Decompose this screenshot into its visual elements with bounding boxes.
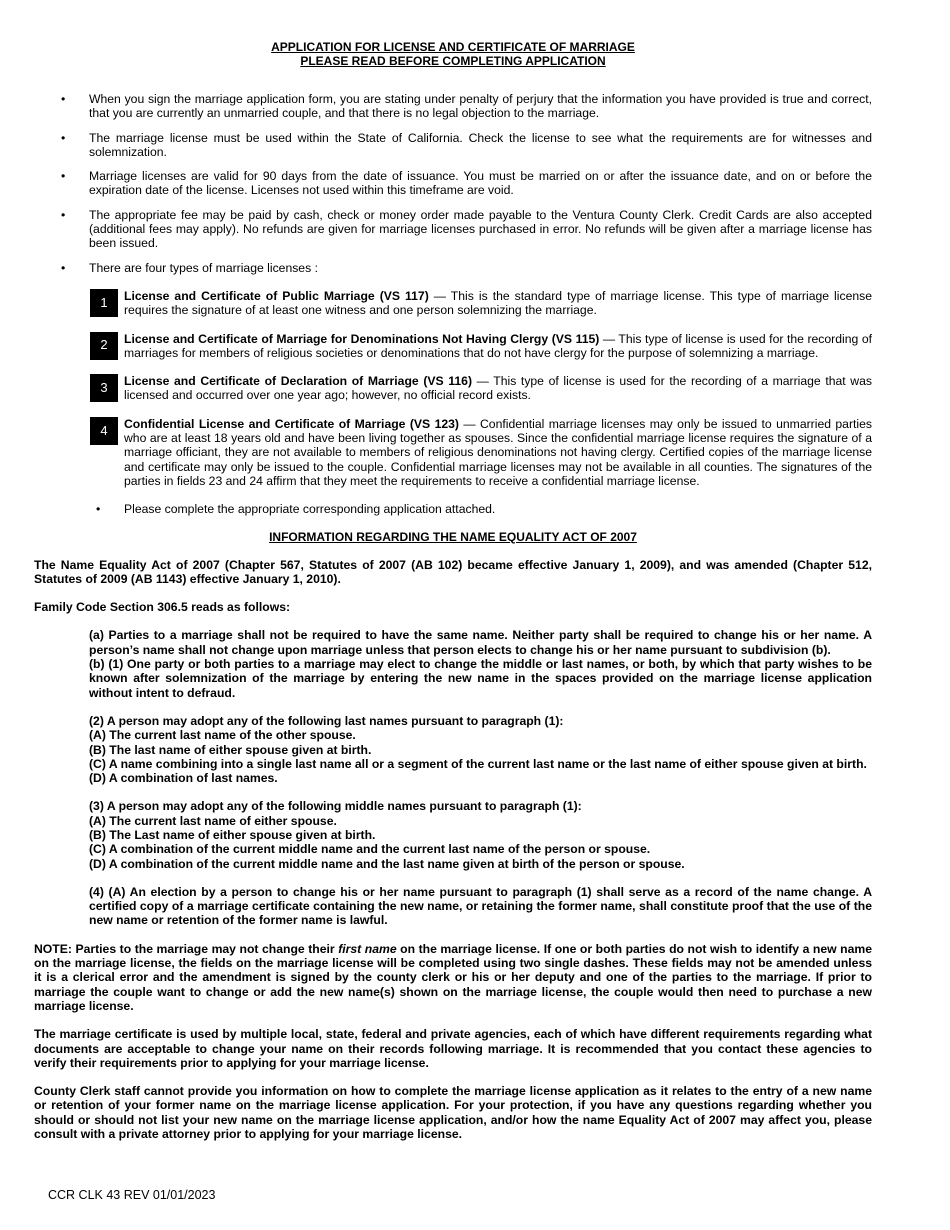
- number-badge: 4: [90, 417, 118, 445]
- title-line-2: PLEASE READ BEFORE COMPLETING APPLICATION: [300, 54, 606, 68]
- number-badge: 1: [90, 289, 118, 317]
- bullet-icon: •: [61, 130, 66, 145]
- license-type-item: [34, 289, 872, 318]
- para-3-line: (C) A combination of the current middle name and the current last name of the person or spouse.: [89, 842, 651, 857]
- form-number-footer: CCR CLK 43 REV 01/01/2023: [48, 1188, 216, 1202]
- license-type-item: [34, 332, 872, 361]
- bullet-icon: •: [61, 207, 66, 222]
- certificate-note: The marriage certificate is used by multiple local, state, federal and private agencies, each of which have different requirements regarding what documents are acceptable to change your name on their records following marriage. It is recommended that you contact these agencies to verify their requirements prior to applying for your marriage license.: [34, 1027, 872, 1070]
- para-3-line: (B) The Last name of either spouse given at birth.: [89, 827, 376, 842]
- list-item: • When you sign the marriage application form, you are stating under penalty of perjury that the information you have provided is true and correct, that you are currently an unmarried couple, and that there is no legal objection to the marriage.: [61, 92, 872, 121]
- instructions-list: [34, 92, 872, 275]
- para-3-line: (3) A person may adopt any of the following middle names pursuant to paragraph (1):: [89, 799, 582, 814]
- para-2-line: (2) A person may adopt any of the following last names pursuant to paragraph (1):: [89, 713, 564, 728]
- number-badge: 3: [90, 374, 118, 402]
- staff-note: County Clerk staff cannot provide you information on how to complete the marriage license application as it relates to the entry of a new name or retention of your former name on the marriage license application. For your protection, if you have any questions regarding whether you should or should not list your new name on the marriage license application, and/or how the name Equality Act of 2007 may affect you, please consult with a private attorney prior to applying for your marriage license.: [34, 1084, 872, 1142]
- para-2-line: (D) A combination of last names.: [89, 771, 278, 786]
- license-type-desc: — This type of license is used for the recording of a marriage that was licensed and occurred over one year ago; however, no official record exists.: [124, 374, 872, 403]
- name-equality-intro: The Name Equality Act of 2007 (Chapter 567, Statutes of 2007 (AB 102) became effective January 1, 2009), and was amended (Chapter 512, Statutes of 2009 (AB 1143) effective January 1, 2010).: [34, 557, 872, 586]
- license-type-desc: — This is the standard type of marriage license. This type of marriage license requires the signature of at least one witness and one person solemnizing the marriage.: [124, 288, 872, 318]
- note-paragraph: NOTE: Parties to the marriage may not change their first name on the marriage license. If one or both parties do not wish to identify a new name on the marriage license, the fields on the marriage license will be completed using two single dashes. These fields may not be amended unless it is a clerical error and the amendment is signed by the county clerk or his or her deputy and one of the parties to the marriage. If prior to marriage the couple want to change or add the new name(s) shown on the marriage license, the couple would then need to purchase a new marriage license.: [34, 941, 873, 1013]
- para-2-line: (C) A name combining into a single last name all or a segment of the current last name or the last name of either spouse given at birth.: [89, 756, 867, 771]
- para-4: (4) (A) An election by a person to change his or her name pursuant to paragraph (1) shall serve as a record of the name change. A certified copy of a marriage certificate containing the new name, or retaining the former name, shall constitute proof that the use of the new name or retention of the former name is lawful.: [89, 884, 872, 928]
- license-type-name: License and Certificate of Declaration of Marriage (VS 116): [124, 374, 473, 389]
- para-3-line: (D) A combination of the current middle name and the last name given at birth of the person or spouse.: [89, 856, 685, 871]
- para-b1: (b) (1) One party or both parties to a marriage may elect to change the middle or last names, or both, by which that party wishes to be known after solemnization of the marriage by entering the new name in the spaces provided on the marriage license application without intent to defraud.: [89, 657, 872, 700]
- license-type-item: [34, 374, 872, 403]
- document-title: [34, 40, 872, 68]
- license-type-name: License and Certificate of Public Marriage (VS 117): [124, 288, 429, 303]
- note-emphasis: first name: [338, 941, 397, 956]
- license-types-list: [34, 289, 872, 488]
- number-badge: 2: [90, 332, 118, 360]
- list-item: • Marriage licenses are valid for 90 days from the date of issuance. You must be married on or after the issuance date, and on or before the expiration date of the license. Licenses not used within this timeframe are void.: [61, 169, 872, 198]
- license-type-name: License and Certificate of Marriage for Denominations Not Having Clergy (VS 115): [124, 331, 600, 346]
- bullet-icon: •: [61, 260, 66, 275]
- bullet-icon: •: [61, 92, 66, 106]
- code-section-label: Family Code Section 306.5 reads as follows:: [34, 600, 291, 615]
- list-item: • The appropriate fee may be paid by cash, check or money order made payable to the Ventura County Clerk. Credit Cards are also accepted (additional fees may apply). No refunds are given for marriage licenses purchased in error. No refunds will be given after a marriage license has been issued.: [61, 207, 872, 251]
- para-2-line: (A) The current last name of the other spouse.: [89, 728, 356, 743]
- license-type-desc: — This type of license is used for the recording of marriages for members of religious societies or denominations that do not have clergy for the purpose of solemnizing a marriage.: [124, 331, 873, 360]
- bullet-icon: •: [61, 169, 66, 184]
- para-2-line: (B) The last name of either spouse given at birth.: [89, 742, 372, 757]
- bullet-icon: •: [96, 502, 101, 517]
- para-a: (a) Parties to a marriage shall not be required to have the same name. Neither party shall be required to change his or her name. A person’s name shall not change upon marriage unless that person elects to change his or her name pursuant to subdivision (b).: [89, 628, 872, 657]
- complete-note: • Please complete the appropriate corresponding application attached.: [96, 502, 496, 517]
- title-line-1: APPLICATION FOR LICENSE AND CERTIFICATE OF MARRIAGE: [271, 40, 635, 54]
- para-3-line: (A) The current last name of either spouse.: [89, 813, 337, 828]
- list-item: • The marriage license must be used within the State of California. Check the license to see what the requirements are for witnesses and solemnization.: [61, 130, 872, 159]
- list-item: • There are four types of marriage licenses :: [61, 260, 318, 275]
- code-section-text: [34, 628, 872, 927]
- name-equality-heading: INFORMATION REGARDING THE NAME EQUALITY ACT OF 2007: [269, 529, 637, 544]
- license-type-item: [34, 417, 872, 488]
- license-type-name: Confidential License and Certificate of Marriage (VS 123): [124, 416, 459, 431]
- license-type-desc: — Confidential marriage licenses may only be issued to unmarried parties who are at least 18 years old and have been living together as spouses. Since the confidential marriage license requires the signature of a marriage officiant, they are not available to members of religious denominations not having clergy. Certified copies of the marriage license and certificate may only be issued to the couple. Confidential marriage licenses may not be available in all counties. The signatures of the parties in fields 23 and 24 affirm that they meet the requirements to receive a confidential marriage license.: [124, 416, 872, 488]
- document-page: [34, 40, 872, 1141]
